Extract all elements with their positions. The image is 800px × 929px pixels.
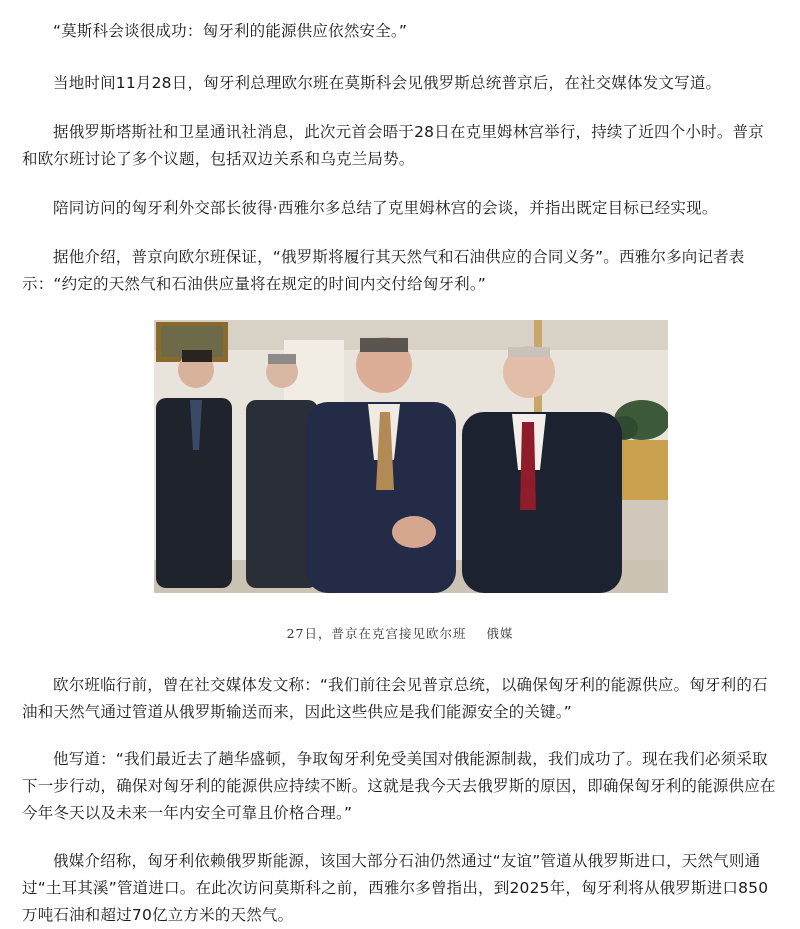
- photo-caption: [0, 624, 800, 642]
- paragraph-8: 俄媒介绍称，匈牙利依赖俄罗斯能源，该国大部分石油仍然通过“友谊”管道从俄罗斯进口，天然气则通过“土耳其溪”管道进口。在此次访问莫斯科之前，西雅尔多曾指出，到2025年，匈牙利将从俄罗斯进口850万吨石油和超过70亿立方米的天然气。: [22, 852, 769, 924]
- paragraph-3: 据俄罗斯塔斯社和卫星通讯社消息，此次元首会晤于28日在克里姆林宫举行，持续了近四个小时。普京和欧尔班讨论了多个议题，包括双边关系和乌克兰局势。: [22, 123, 764, 168]
- paragraph-4: 陪同访问的匈牙利外交部长彼得·西雅尔多总结了克里姆林宫的会谈，并指出既定目标已经实现。: [53, 199, 718, 217]
- caption-text: 27日，普京在克宫接见欧尔班: [286, 626, 467, 641]
- caption-source: 俄媒: [486, 626, 514, 641]
- paragraph-1: “莫斯科会谈很成功：匈牙利的能源供应依然安全。”: [53, 22, 408, 40]
- paragraph-2: 当地时间11月28日，匈牙利总理欧尔班在莫斯科会见俄罗斯总统普京后，在社交媒体发文写道。: [53, 74, 722, 92]
- paragraph-7: 他写道：“我们最近去了趟华盛顿，争取匈牙利免受美国对俄能源制裁，我们成功了。现在我们必须采取下一步行动，确保对匈牙利的能源供应持续不断。这就是我今天去俄罗斯的原因，即确保匈牙利的能源供应在今年冬天以及未来一年内安全可靠且价格合理。”: [22, 750, 776, 822]
- paragraph-6: 欧尔班临行前，曾在社交媒体发文称：“我们前往会见普京总统，以确保匈牙利的能源供应。匈牙利的石油和天然气通过管道从俄罗斯输送而来，因此这些供应是我们能源安全的关键。”: [22, 676, 768, 721]
- news-photo: [154, 320, 668, 593]
- paragraph-5: 据他介绍，普京向欧尔班保证，“俄罗斯将履行其天然气和石油供应的合同义务”。西雅尔多向记者表示：“约定的天然气和石油供应量将在规定的时间内交付给匈牙利。”: [22, 248, 745, 293]
